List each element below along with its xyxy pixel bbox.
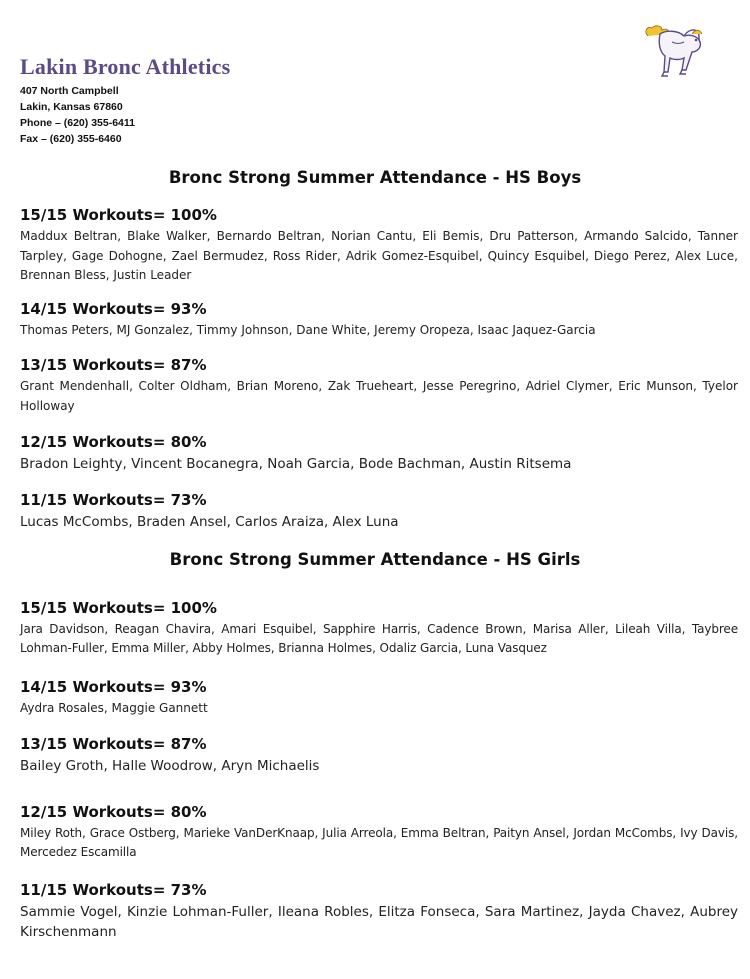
girls-group-93 — [20, 678, 738, 719]
letterhead — [20, 54, 230, 147]
group-heading: 11/15 Workouts= 73% — [20, 491, 207, 509]
boys-group-93 — [20, 300, 738, 341]
org-name: Lakin Bronc Athletics — [20, 54, 231, 79]
fax-line: Fax – (620) 355-6460 — [20, 133, 122, 145]
group-names: Bailey Groth, Halle Woodrow, Aryn Michaelis — [20, 758, 320, 774]
group-heading: 15/15 Workouts= 100% — [20, 599, 217, 617]
group-names: Aydra Rosales, Maggie Gannett — [20, 701, 208, 715]
phone-line: Phone – (620) 355-6411 — [20, 117, 135, 129]
group-names: Lucas McCombs, Braden Ansel, Carlos Araiza, Alex Luna — [20, 514, 399, 530]
group-heading: 12/15 Workouts= 80% — [20, 803, 207, 821]
group-names: Grant Mendenhall, Colter Oldham, Brian Moreno, Zak Trueheart, Jesse Peregrino, Adriel Clymer, Eric Munson, Tyelor Holloway — [20, 379, 738, 413]
group-names: Bradon Leighty, Vincent Bocanegra, Noah Garcia, Bode Bachman, Austin Ritsema — [20, 456, 572, 472]
group-heading: 12/15 Workouts= 80% — [20, 433, 207, 451]
girls-group-73 — [20, 881, 738, 942]
girls-section-title: Bronc Strong Summer Attendance - HS Girls — [169, 550, 581, 569]
group-heading: 13/15 Workouts= 87% — [20, 356, 207, 374]
girls-group-80 — [20, 803, 738, 862]
group-names: Miley Roth, Grace Ostberg, Marieke VanDerKnaap, Julia Arreola, Emma Beltran, Paityn Ansel, Jordan McCombs, Ivy Davis, Mercedez Escamilla — [20, 826, 738, 859]
group-names: Jara Davidson, Reagan Chavira, Amari Esquibel, Sapphire Harris, Cadence Brown, Marisa Aller, Lileah Villa, Taybree Lohman-Fuller, Emma Miller, Abby Holmes, Brianna Holmes, Odaliz Garcia, Luna Vasquez — [20, 622, 738, 655]
address-line-1: 407 North Campbell — [20, 85, 119, 97]
boys-section-title: Bronc Strong Summer Attendance - HS Boys — [168, 168, 582, 187]
boys-group-73 — [20, 491, 738, 532]
boys-group-87 — [20, 356, 738, 416]
group-heading: 14/15 Workouts= 93% — [20, 300, 207, 318]
group-heading: 14/15 Workouts= 93% — [20, 678, 207, 696]
group-heading: 13/15 Workouts= 87% — [20, 735, 207, 753]
address-line-2: Lakin, Kansas 67860 — [20, 101, 123, 113]
boys-group-100 — [20, 206, 738, 286]
girls-group-100 — [20, 599, 738, 658]
group-names: Thomas Peters, MJ Gonzalez, Timmy Johnson, Dane White, Jeremy Oropeza, Isaac Jaquez-Garcia — [20, 323, 596, 337]
group-names: Maddux Beltran, Blake Walker, Bernardo Beltran, Norian Cantu, Eli Bemis, Dru Patterson, Armando Salcido, Tanner Tarpley, Gage Dohogne, Zael Bermudez, Ross Rider, Adrik Gomez-Esquibel, Quincy Esquibel, Diego Perez, Alex Luce, Brennan Bless, Justin Leader — [20, 229, 738, 282]
bronco-horse-logo-icon — [640, 22, 712, 80]
group-names: Sammie Vogel, Kinzie Lohman-Fuller, Ileana Robles, Elitza Fonseca, Sara Martinez, Jayda Chavez, Aubrey Kirschenmann — [20, 904, 738, 940]
boys-group-80 — [20, 433, 738, 474]
girls-group-87 — [20, 735, 738, 776]
group-heading: 15/15 Workouts= 100% — [20, 206, 217, 224]
group-heading: 11/15 Workouts= 73% — [20, 881, 207, 899]
